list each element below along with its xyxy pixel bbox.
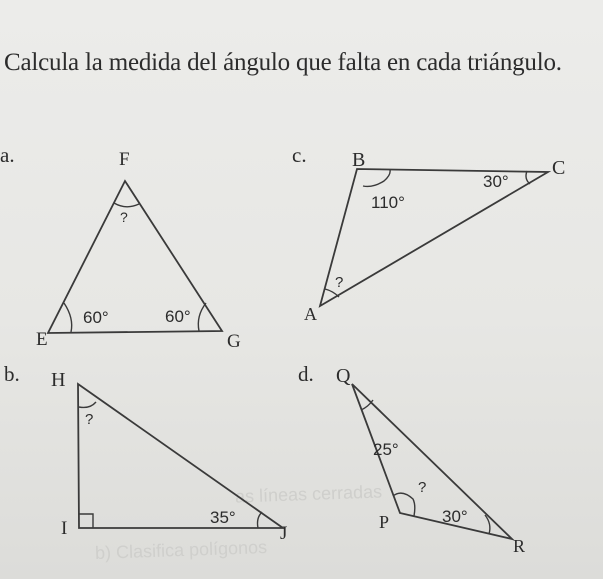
problem-d-label: d. [298,362,314,386]
right-angle-i-marker [79,514,93,528]
vertex-f-label: F [119,149,130,170]
instruction-text: Calcula la medida del ángulo que falta en cada triángulo. [4,49,562,76]
angle-h-arc [79,402,96,407]
vertex-a-label: A [304,304,317,324]
problem-a-label: a. [0,143,15,167]
vertex-g-label: G [227,331,241,352]
problem-b-label: b. [4,362,20,386]
angle-f-arc [114,203,139,207]
angle-c-value: 30° [483,172,509,191]
angle-g-arc [198,303,206,331]
angle-e-arc [64,303,72,332]
angle-q-value: 25° [373,440,399,459]
vertex-p-label: P [379,512,390,532]
angle-p-value: ? [418,479,427,496]
angle-e-value: 60° [83,308,109,327]
show-through-text-2: b) Clasifica polígonos [94,537,268,563]
angle-b-arc [363,170,390,186]
vertex-q-label: Q [336,365,351,387]
vertex-i-label: I [61,518,68,539]
triangle-pqr [352,384,512,539]
angle-q-arc [361,400,373,410]
angle-b-value: 110° [371,193,405,212]
triangle-abc [320,169,548,306]
problem-c-label: c. [292,143,307,167]
angle-r-value: 30° [442,507,468,526]
angle-j-value: 35° [210,508,236,527]
angle-g-value: 60° [165,307,191,326]
vertex-e-label: E [36,329,48,350]
triangle-hij [78,384,283,528]
angle-f-value: ? [120,209,128,225]
vertex-c-label: C [552,157,566,179]
vertex-j-label: J [280,523,288,544]
vertex-h-label: H [51,369,66,391]
triangle-efg [48,181,222,333]
vertex-b-label: B [352,149,366,171]
angle-h-value: ? [85,411,94,428]
angle-a-value: ? [335,274,344,291]
vertex-r-label: R [513,536,526,556]
angle-j-arc [258,512,263,528]
show-through-text-1: as líneas cerradas [234,481,383,507]
